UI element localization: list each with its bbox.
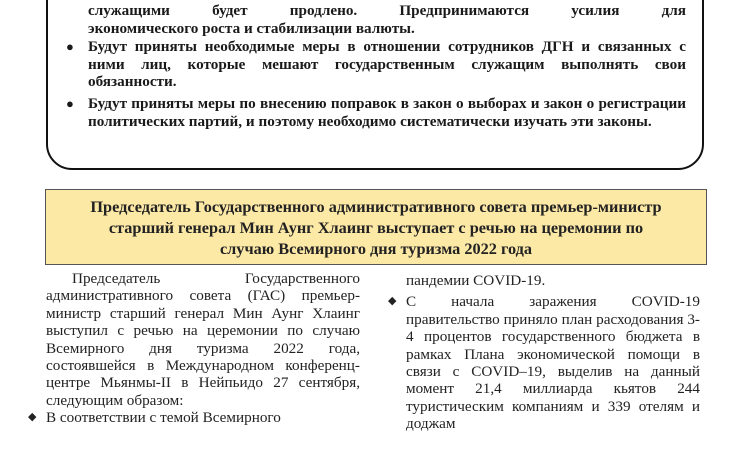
diamond-bullet-icon: ◆ [28, 411, 37, 424]
list-item [28, 409, 360, 427]
intro-paragraph: Председатель Государственного административного совета (ГАС) премьер-министр старший генерал Мин Аунг Хлаинг выступил с речью на церемонии по случаю Всемирного дня туризма 2022 года, состоявшейся в Международном конференц-центре Мьянмы-II в Нейпьидо 27 сентября, следующим образом: [46, 270, 360, 409]
article-headline: Председатель Государственного административного совета премьер-министр старший генерал Мин Аунг Хлаинг выступает с речью на церемонии по случаю Всемирного дня туризма 2022 года [90, 196, 662, 258]
key-point-item [66, 95, 686, 130]
left-column [28, 270, 360, 427]
left-bullet-list [28, 409, 360, 427]
bullet-icon: ● [66, 96, 74, 111]
key-point-text: служащими будет продлено. Предпринимаются усилия для [88, 2, 686, 19]
key-point-text: экономического роста и стабилизации валюты. [88, 19, 415, 37]
key-point-item [66, 38, 686, 91]
diamond-bullet-icon: ◆ [388, 295, 397, 308]
key-point-text: Будут приняты меры по внесению поправок в закон о выборах и закон о регистрации политических партий, и поэтому необходимо систематически изучать эти законы. [88, 95, 686, 130]
right-bullet-list [388, 293, 700, 433]
list-item [388, 293, 700, 433]
continued-text: пандемии COVID-19. [406, 272, 546, 289]
key-point-item [88, 2, 686, 37]
article-headline-banner [45, 189, 707, 265]
key-point-text: Будут приняты необходимые меры в отношении сотрудников ДГН и связанных с ними лиц, которые мешают государственным служащим выполнять свои обязанности. [88, 38, 686, 90]
bullet-icon: ● [66, 39, 74, 54]
list-item-text: С начала заражения COVID-19 правительство приняло план расходования 3-4 процентов государственного бюджета в рамках Плана экономической помощи в связи с COVID–19, выделив на данный момент 21,4 миллиарда кьятов 244 туристическим компаниям и 339 отелям и доджам [406, 293, 700, 433]
right-column [388, 272, 700, 433]
key-points-box [46, 0, 704, 170]
list-item-text: В соответствии с темой Всемирного [46, 409, 281, 427]
